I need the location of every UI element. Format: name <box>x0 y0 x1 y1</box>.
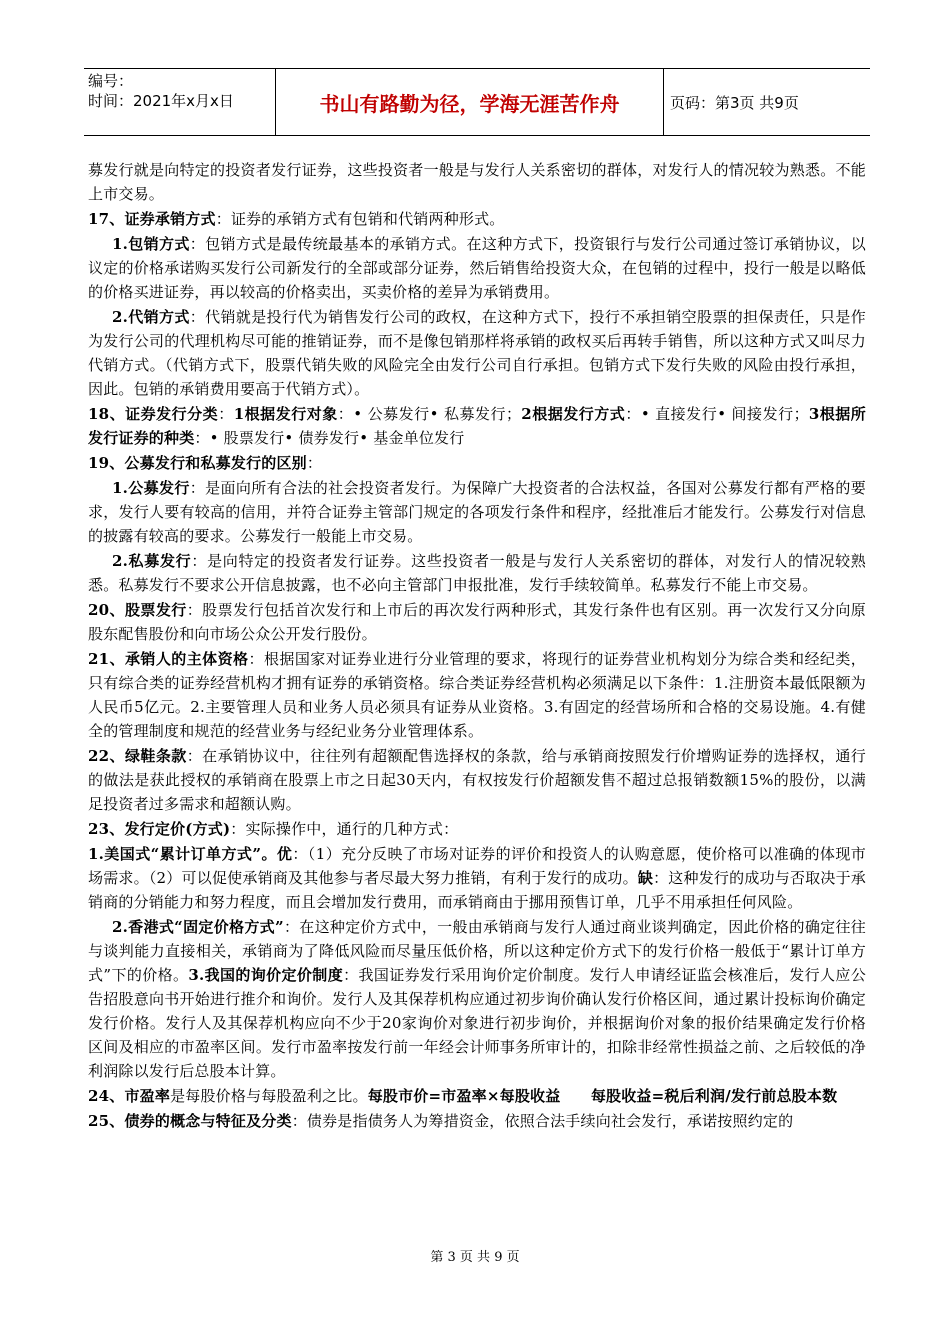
paragraph <box>88 744 866 816</box>
paragraph <box>88 451 866 475</box>
body-text: ：• 直接发行• 间接发行； <box>625 405 809 423</box>
body-text: ：股票发行包括首次发行和上市后的再次发行两种形式，其发行条件也有区别。再一次发行又分向原股东配售股份和向市场公众公开发行股份。 <box>88 601 866 643</box>
paragraph <box>88 915 866 1083</box>
paragraph <box>88 158 866 206</box>
body-text: ：证券的承销方式有包销和代销两种形式。 <box>215 210 505 228</box>
body-text: ：包销方式是最传统最基本的承销方式。在这种方式下，投资银行与发行公司通过签订承销协议，以议定的价格承诺购买发行公司新发行的全部或部分证券，然后销售给投资大众，在包销的过程中，投行一般是以略低的价格买进证券，再以较高的价格卖出，买卖价格的差异为承销费用。 <box>88 235 866 301</box>
header-page-info: 页码：第3页 共9页 <box>670 93 799 112</box>
paragraph <box>88 817 866 841</box>
body-text: ：这种发行的成功与否取决于承销商的分销能力和努力程度，而且会增加发行费用，而承销商由于挪用预售订单，几乎不用承担任何风险。 <box>88 869 866 911</box>
body-text: 募发行就是向特定的投资者发行证券，这些投资者一般是与发行人关系密切的群体，对发行人的情况较为熟悉。不能上市交易。 <box>88 161 866 203</box>
bold-text: 23、发行定价(方式) <box>88 820 231 838</box>
body-text: ：• 公募发行• 私募发行； <box>337 405 522 423</box>
bold-text: 24、市盈率 <box>88 1087 171 1105</box>
time-label: 时间：2021年x月x日 <box>88 92 234 110</box>
paragraph <box>88 207 866 231</box>
bold-text: 1根据发行对象 <box>233 405 338 423</box>
bold-text: 2.私募发行 <box>112 552 192 570</box>
body-text: ：在承销协议中，往往列有超额配售选择权的条款，给与承销商按照发行价增购证券的选择权，通行的做法是获此授权的承销商在股票上市之日起30天内，有权按发行价超额发售不超过总报销数额15%的股份，以满足投资者过多需求和超额认购。 <box>88 747 866 813</box>
bold-text: 1.公募发行 <box>112 479 190 497</box>
bold-text: 1.美国式“累计订单方式”。优 <box>88 845 293 863</box>
body-text: ： <box>306 454 323 472</box>
bold-text: 19、公募发行和私募发行的区别 <box>88 454 307 472</box>
header-motto: 书山有路勤为径，学海无涯苦作舟 <box>276 69 664 135</box>
body-text: ：是面向所有合法的社会投资者发行。为保障广大投资者的合法权益，各国对公募发行都有严格的要求，发行人要有较高的信用，并符合证券主管部门规定的各项发行条件和程序，经批准后才能发行。公募发行对信息的披露有较高的要求。公募发行一般能上市交易。 <box>88 479 866 545</box>
paragraph <box>88 549 866 597</box>
bold-text: 17、证券承销方式 <box>88 210 216 228</box>
bold-text: 25、债券的概念与特征及分类 <box>88 1112 292 1130</box>
bold-text: 1.包销方式 <box>112 235 190 253</box>
body-text: ：债券是指债务人为筹措资金，依照合法手续向社会发行，承诺按照约定的 <box>291 1112 794 1130</box>
body-text: ：（1）充分反映了市场对证券的评价和投资人的认购意愿，使价格可以准确的体现市场需求。（2）可以促使承销商及其他参与者尽最大努力推销，有利于发行的成功。 <box>88 845 866 887</box>
body-text: ：我国证券发行采用询价定价制度。发行人申请经证监会核准后，发行人应公告招股意向书开始进行推介和询价。发行人及其保荐机构应通过初步询价确认发行价格区间，通过累计投标询价确定发行价格。发行人及其保荐机构应向不少于20家询价对象进行初步询价，并根据询价对象的报价结果确定发行价格区间及相应的市盈率区间。发行市盈率按发行前一年经会计师事务所审计的，扣除非经常性损益之前、之后较低的净利润除以发行后总股本计算。 <box>88 966 866 1080</box>
document-body <box>88 158 866 1134</box>
number-label: 编号： <box>88 72 134 90</box>
body-text: ： <box>218 405 234 423</box>
body-text: ：根据国家对证券业进行分业管理的要求，将现行的证券营业机构划分为综合类和经纪类，只有综合类的证券经营机构才拥有证券的承销资格。综合类证券经营机构必须满足以下条件：1.注册资本最低限额为人民币5亿元。2.主要管理人员和业务人员必须具有证券从业资格。3.有固定的经营场所和合格的交易设施。4.有健全的管理制度和规范的经营业务与经纪业务分业管理体系。 <box>88 650 866 740</box>
bold-text: 22、绿鞋条款 <box>88 747 187 765</box>
bold-text: 2根据发行方式 <box>521 405 626 423</box>
bold-text: 2.香港式“固定价格方式” <box>112 918 284 936</box>
paragraph <box>88 402 866 450</box>
paragraph <box>88 842 866 914</box>
paragraph <box>88 232 866 304</box>
paragraph <box>88 305 866 401</box>
body-text: ：在这种定价方式中，一般由承销商与发行人通过商业谈判确定，因此价格的确定往往与谈判能力直接相关，承销商为了降低风险而尽量压低价格，所以这种定价方式下的发行价格一般低于“累计订单方式”下的价格。 <box>88 918 866 984</box>
bold-text: 21、承销人的主体资格 <box>88 650 249 668</box>
paragraph <box>88 1084 866 1108</box>
header-meta <box>84 69 276 135</box>
bold-text: 2.代销方式 <box>112 308 190 326</box>
bold-text: 3根据所发行证券的种类 <box>88 405 866 447</box>
body-text: 是每股价格与每股盈利之比。 <box>170 1087 368 1105</box>
bold-text: 每股市价=市盈率×每股收益 每股收益=税后利润/发行前总股本数 <box>367 1087 838 1105</box>
bold-text: 20、股票发行 <box>88 601 187 619</box>
paragraph <box>88 647 866 743</box>
paragraph <box>88 476 866 548</box>
paragraph <box>88 1109 866 1133</box>
bold-text: 3.我国的询价定价制度 <box>188 966 344 984</box>
body-text: ：实际操作中，通行的几种方式： <box>230 820 459 838</box>
page-header <box>84 68 870 136</box>
page-footer: 第 3 页 共 9 页 <box>430 1250 520 1265</box>
paragraph <box>88 598 866 646</box>
body-text: ：• 股票发行• 债券发行• 基金单位发行 <box>194 429 465 447</box>
body-text: ：代销就是投行代为销售发行公司的政权，在这种方式下，投行不承担销空股票的担保责任，只是作为发行公司的代理机构尽可能的推销证券，而不是像包销那样将承销的政权买后再转手销售，所以这种方式又叫尽力代销方式。（代销方式下，股票代销失败的风险完全由发行公司自行承担。包销方式下发行失败的风险由投行承担，因此。包销的承销费用要高于代销方式）。 <box>88 308 866 398</box>
body-text: ：是向特定的投资者发行证券。这些投资者一般是与发行人关系密切的群体，对发行人的情况较熟悉。私募发行不要求公开信息披露，也不必向主管部门申报批准，发行手续较简单。私募发行不能上市交易。 <box>88 552 866 594</box>
bold-text: 18、证券发行分类 <box>88 405 219 423</box>
bold-text: 缺 <box>637 869 654 887</box>
